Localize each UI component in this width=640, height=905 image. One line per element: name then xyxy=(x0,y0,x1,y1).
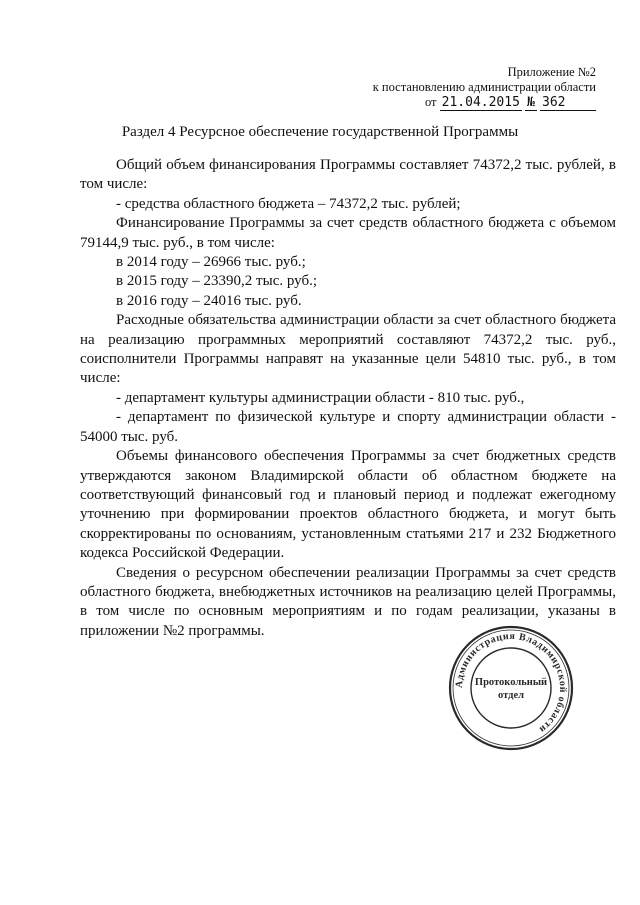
list-item-2014: в 2014 году – 26966 тыс. руб.; xyxy=(116,254,306,271)
document-body xyxy=(80,156,616,641)
list-item-2015: в 2015 году – 23390,2 тыс. руб.; xyxy=(116,273,318,290)
paragraph-budget-law: Объемы финансового обеспечения Программы за счет бюджетных средств утверждаются законом Владимирской области об областном бюджете на соответствующий финансовый год и плановый период и подлежат ежегодному уточнению при формировании проектов областного бюджета, и могут быть скорректированы по основаниям, установленным статьями 217 и 232 Бюджетного кодекса Российской Федерации. xyxy=(80,448,616,562)
stamp-center-line1: Протокольный xyxy=(474,677,548,688)
list-item-sport-department: - департамент по физической культуре и спорту администрации области - 54000 тыс. руб. xyxy=(80,409,616,445)
handwritten-date: 21.04.2015 xyxy=(441,95,520,110)
resolution-label: к постановлению администрации области xyxy=(372,80,596,94)
number-sign: № xyxy=(527,95,535,110)
from-prefix: от xyxy=(424,95,437,109)
handwritten-number: 362 xyxy=(540,96,596,111)
stamp-ring-text: Администрация Владимирской области xyxy=(453,630,569,736)
date-number-line xyxy=(425,95,596,111)
paragraph-resource-info: Сведения о ресурсном обеспечении реализации Программы за счет средств областного бюджета, внебюджетных источников на реализацию целей Программы, в том числе по основным мероприятиям и по годам реализации, указаны в приложении №2 программы. xyxy=(80,564,616,639)
paragraph-expenditure-obligations: Расходные обязательства администрации области за счет областного бюджета на реализацию программных мероприятий составляют 74372,2 тыс. руб., соисполнители Программы направят на указанные цели 54810 тыс. руб., в том числе: xyxy=(80,312,616,387)
list-item-regional-budget: - средства областного бюджета – 74372,2 тыс. рублей; xyxy=(116,195,461,212)
stamp-center-line2: отдел xyxy=(498,690,524,701)
official-stamp xyxy=(447,624,575,752)
section-title: Раздел 4 Ресурсное обеспечение государственной Программы xyxy=(121,124,519,140)
paragraph-total-funding: Общий объем финансирования Программы составляет 74372,2 тыс. рублей, в том числе: xyxy=(80,157,616,193)
list-item-2016: в 2016 году – 24016 тыс. руб. xyxy=(116,292,302,309)
paragraph-regional-financing: Финансирование Программы за счет средств областного бюджета с объемом 79144,9 тыс. руб., в том числе: xyxy=(80,215,616,251)
appendix-label: Приложение №2 xyxy=(507,65,596,79)
list-item-culture-department: - департамент культуры администрации области - 810 тыс. руб., xyxy=(116,389,525,406)
